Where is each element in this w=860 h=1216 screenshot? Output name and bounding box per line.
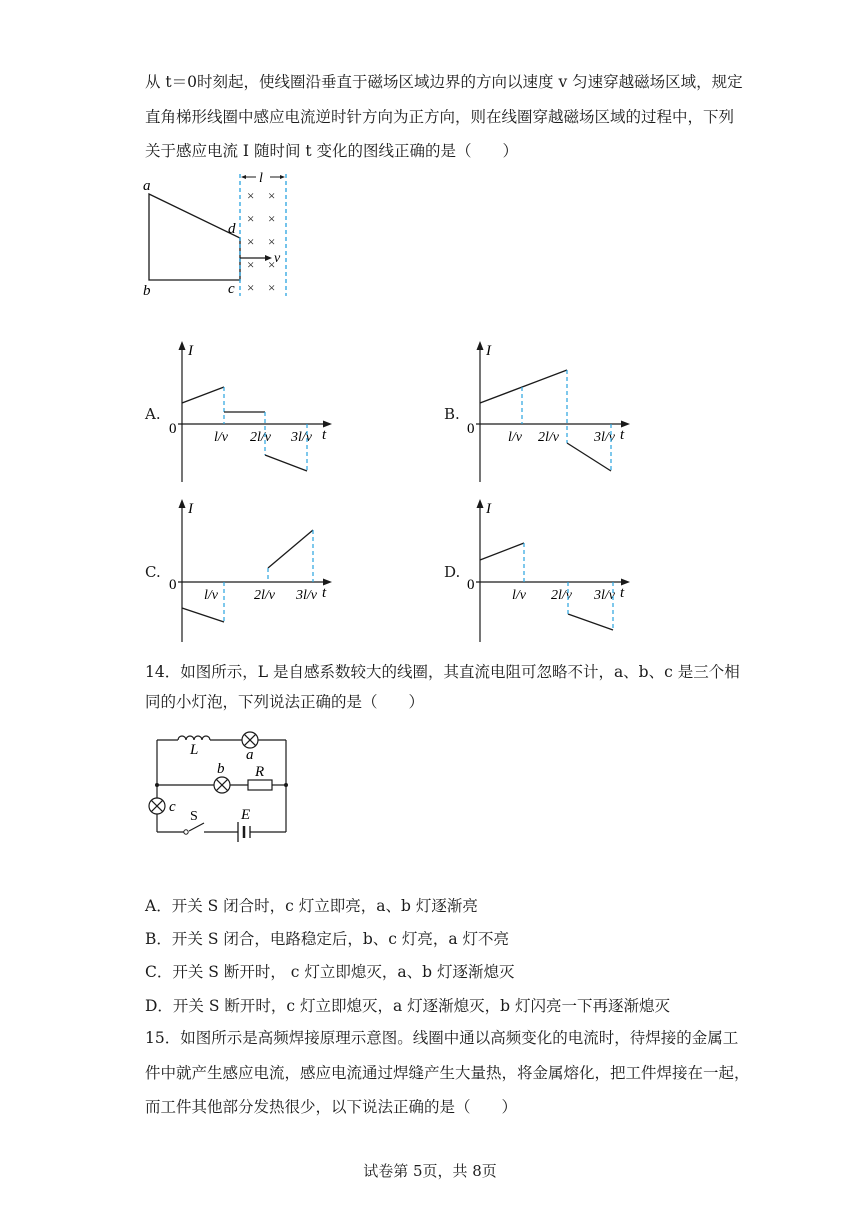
graph-d-tick-3: 3l/v xyxy=(594,588,615,603)
svg-text:×: × xyxy=(268,234,276,249)
q14-option-d[interactable]: D．开关 S 断开时，c 灯立即熄灭，a 灯逐渐熄灭，b 灯闪亮一下再逐渐熄灭 xyxy=(145,997,671,1015)
svg-text:×: × xyxy=(268,280,276,295)
option-b-letter[interactable]: B. xyxy=(444,405,460,423)
graph-c-xlabel: t xyxy=(322,585,327,601)
magnetic-field-crosses xyxy=(247,188,275,295)
lamp-b-label: b xyxy=(217,761,225,777)
q14-circuit-diagram xyxy=(140,722,300,847)
graph-d-origin: 0 xyxy=(467,577,475,593)
q15-line-3: 而工件其他部分发热很少，以下说法正确的是（ ） xyxy=(145,1098,518,1116)
svg-text:×: × xyxy=(268,188,276,203)
svg-text:×: × xyxy=(247,257,255,272)
graph-c-tick-2: 2l/v xyxy=(254,588,275,603)
graph-a-ylabel: I xyxy=(188,343,193,359)
graph-d-xlabel: t xyxy=(620,585,625,601)
svg-text:×: × xyxy=(247,280,255,295)
graph-b xyxy=(466,338,641,483)
graph-b-ylabel: I xyxy=(486,343,491,359)
svg-text:×: × xyxy=(268,257,276,272)
graph-a-tick-2: 2l/v xyxy=(250,430,271,445)
q14-line-2: 同的小灯泡，下列说法正确的是（ ） xyxy=(145,693,425,711)
q13-line-3: 关于感应电流 I 随时间 t 变化的图线正确的是（ ） xyxy=(145,142,519,160)
vertex-a-label: a xyxy=(143,178,151,194)
graph-a-tick-1: l/v xyxy=(214,430,228,445)
graph-a-tick-3: 3l/v xyxy=(291,430,312,445)
graph-a-xlabel: t xyxy=(322,427,327,443)
graph-b-origin: 0 xyxy=(467,421,475,437)
q13-line-1: 从 t＝0时刻起，使线圈沿垂直于磁场区域边界的方向以速度 v 匀速穿越磁场区域，规定 xyxy=(145,73,743,91)
option-c-letter[interactable]: C. xyxy=(145,563,161,581)
lamp-a-label: a xyxy=(246,747,254,763)
graph-b-xlabel: t xyxy=(620,427,625,443)
q14-option-a[interactable]: A．开关 S 闭合时，c 灯立即亮，a、b 灯逐渐亮 xyxy=(145,897,478,915)
field-width-label: l xyxy=(259,171,263,186)
velocity-label: v xyxy=(274,251,281,266)
vertex-c-label: c xyxy=(228,281,235,297)
graph-b-tick-2: 2l/v xyxy=(538,430,559,445)
graph-c-ylabel: I xyxy=(188,501,193,517)
svg-text:×: × xyxy=(247,188,255,203)
inductor-L-label: L xyxy=(190,742,199,758)
graph-d-tick-1: l/v xyxy=(512,588,526,603)
graph-c xyxy=(168,496,343,646)
q14-option-b[interactable]: B．开关 S 闭合，电路稳定后，b、c 灯亮，a 灯不亮 xyxy=(145,930,510,948)
graph-c-tick-1: l/v xyxy=(204,588,218,603)
q14-line-1: 14．如图所示，L 是自感系数较大的线圈，其直流电阻可忽略不计，a、b、c 是三个相 xyxy=(145,663,740,681)
q15-line-1: 15．如图所示是高频焊接原理示意图。线圈中通以高频变化的电流时，待焊接的金属工 xyxy=(145,1029,739,1047)
vertex-b-label: b xyxy=(143,283,151,299)
switch-S-label: S xyxy=(190,809,198,824)
graph-b-tick-1: l/v xyxy=(508,430,522,445)
lamp-c-label: c xyxy=(169,799,176,815)
svg-text:×: × xyxy=(268,211,276,226)
battery-E-label: E xyxy=(241,807,251,823)
vertex-d-label: d xyxy=(228,221,236,237)
q13-coil-figure xyxy=(140,170,310,300)
svg-text:×: × xyxy=(247,234,255,249)
graph-c-tick-3: 3l/v xyxy=(296,588,317,603)
graph-d-ylabel: I xyxy=(486,501,491,517)
option-a-letter[interactable]: A. xyxy=(145,405,161,423)
graph-a-origin: 0 xyxy=(169,421,177,437)
q13-line-2: 直角梯形线圈中感应电流逆时针方向为正方向，则在线圈穿越磁场区域的过程中，下列 xyxy=(145,108,735,126)
graph-a xyxy=(168,338,343,483)
graph-c-origin: 0 xyxy=(169,577,177,593)
resistor-R-label: R xyxy=(255,764,265,780)
svg-text:×: × xyxy=(247,211,255,226)
q14-option-c[interactable]: C．开关 S 断开时， c 灯立即熄灭，a、b 灯逐渐熄灭 xyxy=(145,963,515,981)
option-d-letter[interactable]: D. xyxy=(444,563,461,581)
page-footer: 试卷第 5页，共 8页 xyxy=(363,1162,497,1180)
graph-d xyxy=(466,496,641,646)
graph-d-tick-2: 2l/v xyxy=(551,588,572,603)
q15-line-2: 件中就产生感应电流，感应电流通过焊缝产生大量热，将金属熔化，把工件焊接在一起， xyxy=(145,1064,750,1082)
graph-b-tick-3: 3l/v xyxy=(594,430,615,445)
